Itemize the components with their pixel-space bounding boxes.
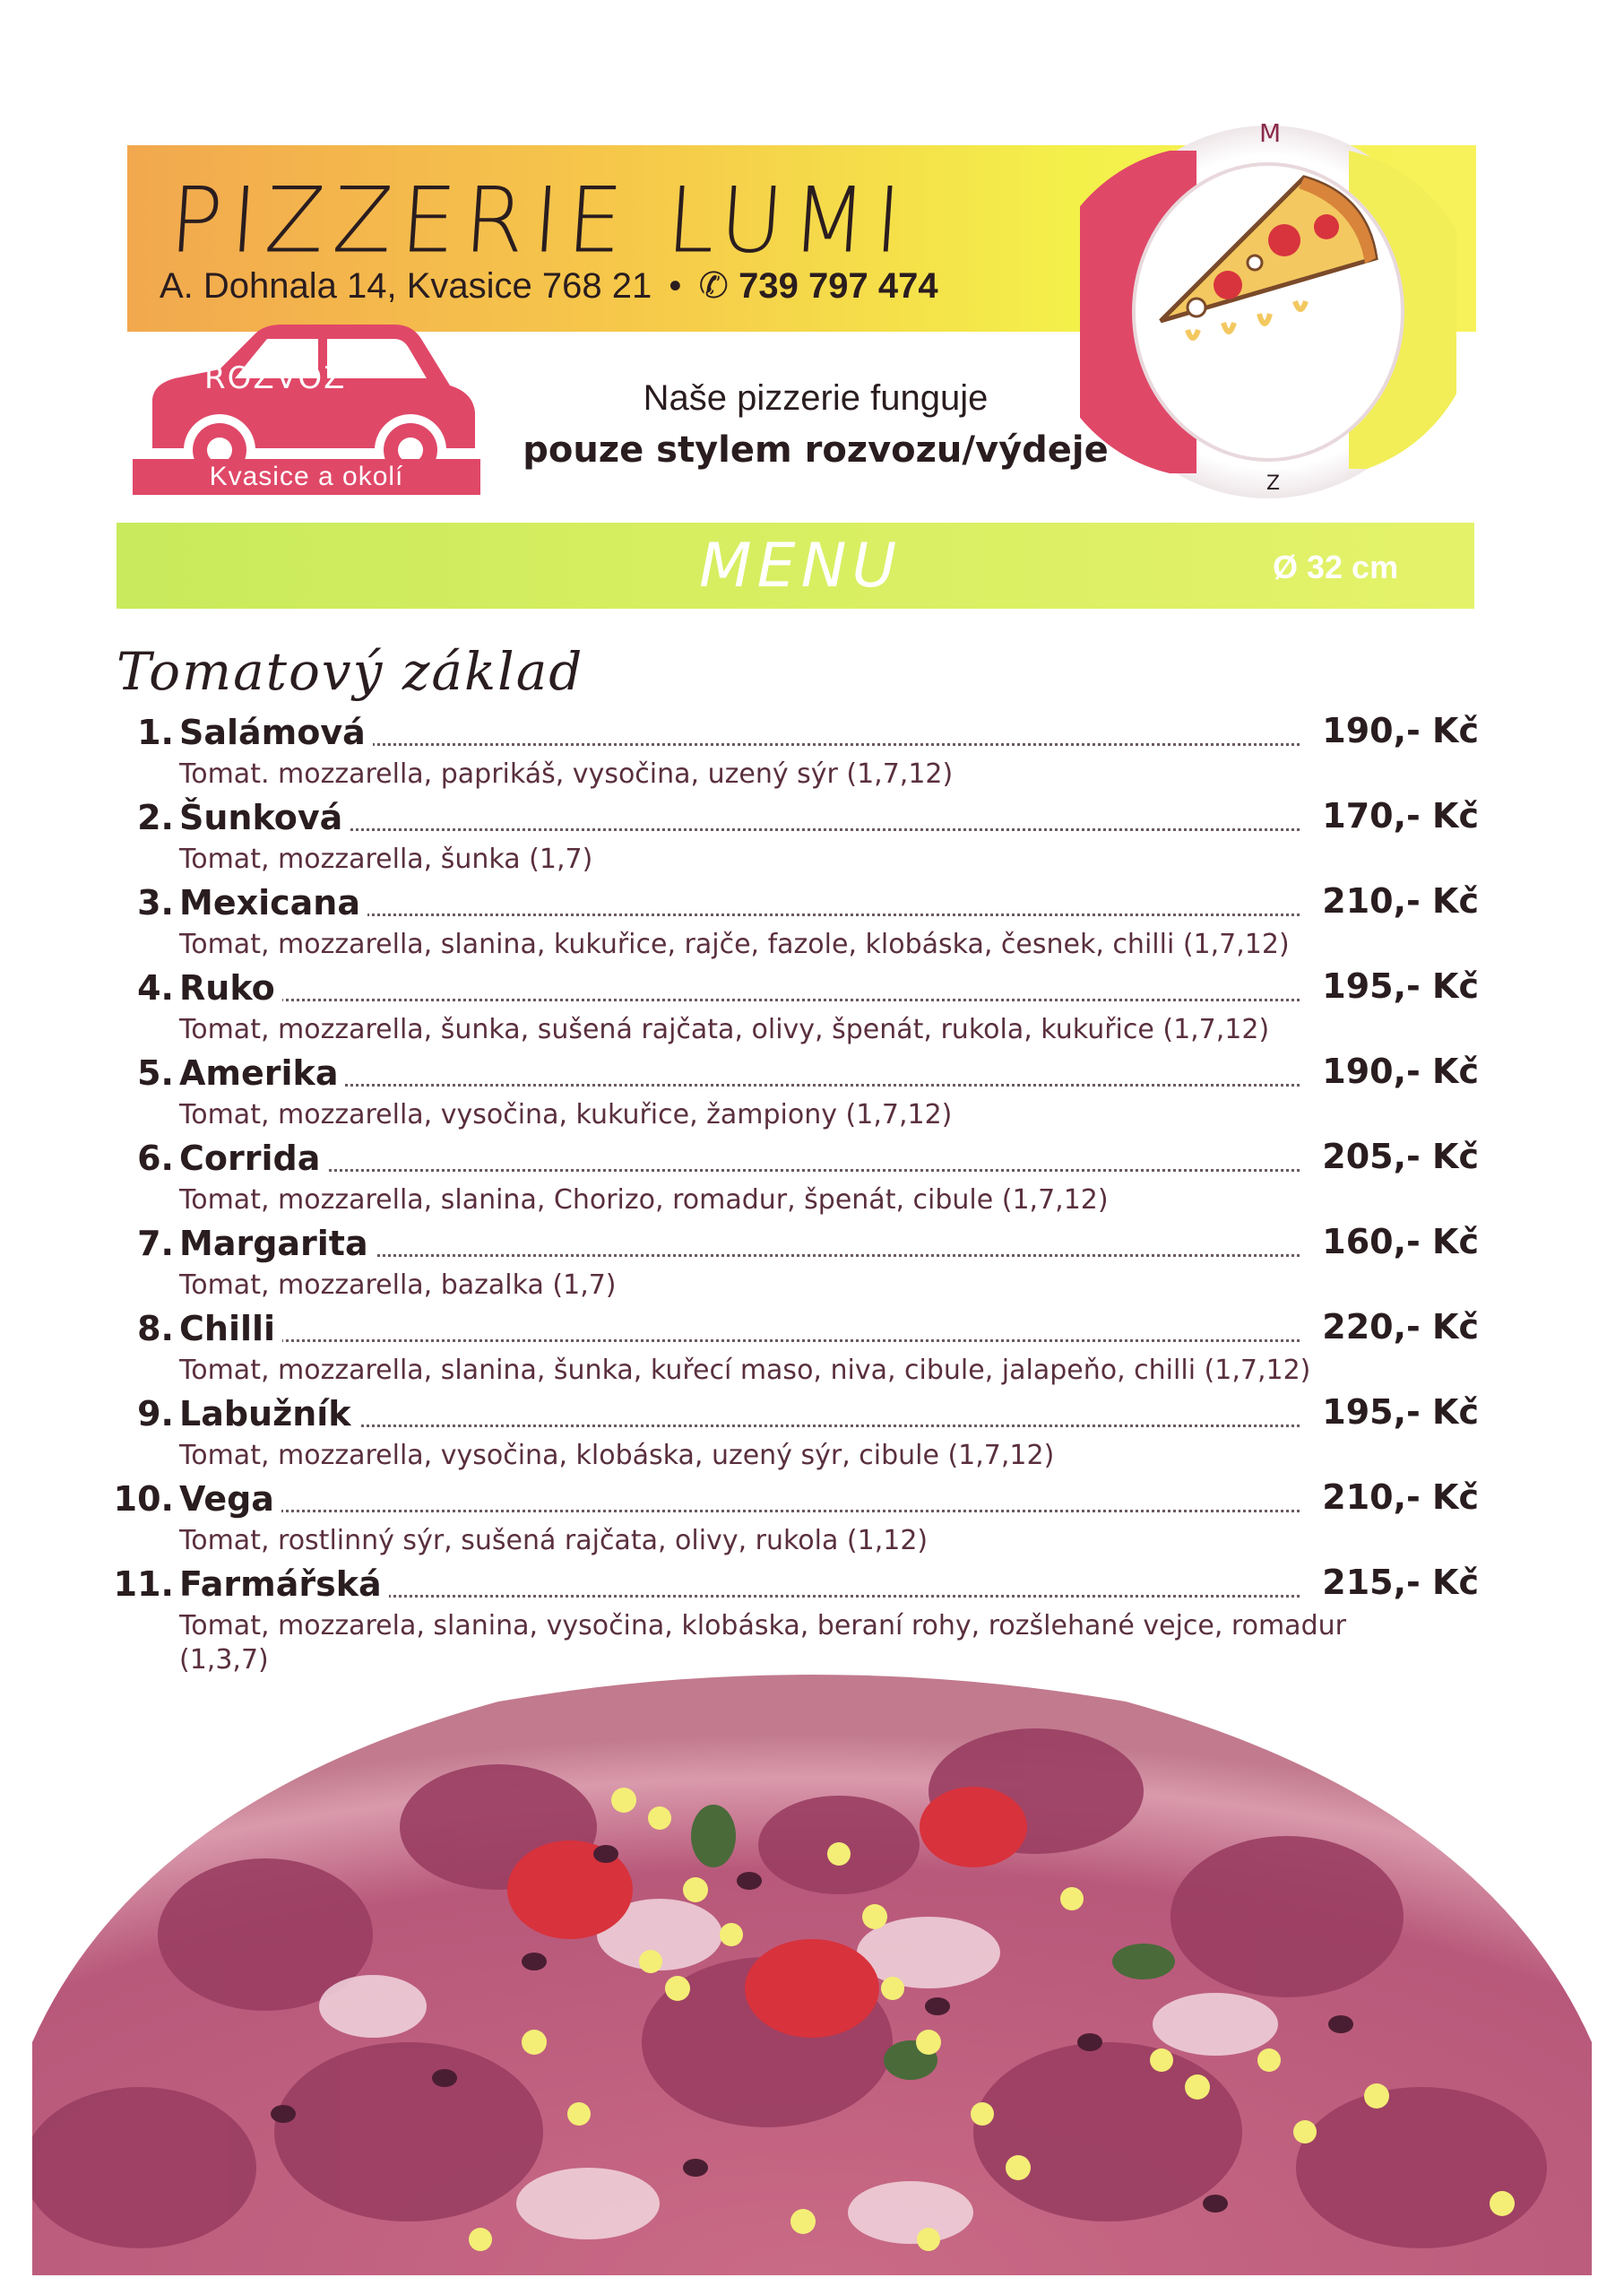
item-number: 7.	[137, 1224, 174, 1263]
pizza-logo-icon	[1080, 115, 1456, 500]
menu-item	[109, 1309, 1479, 1388]
item-number: 2.	[137, 798, 174, 837]
dot-leader	[253, 743, 1300, 746]
dot-leader	[253, 1595, 1300, 1598]
item-ingredients: Tomat, mozzarella, šunka, sušená rajčata, olivy, špenát, rukola, kukuřice (1,7,12)	[179, 1014, 1270, 1045]
pizza-size: Ø 32 cm	[1273, 549, 1399, 585]
item-ingredients: Tomat, mozzarella, vysočina, klobáska, uzený sýr, cibule (1,7,12)	[179, 1440, 1055, 1471]
dot-leader	[253, 1084, 1300, 1087]
item-ingredients: Tomat, mozzarella, bazalka (1,7)	[179, 1269, 617, 1301]
item-price: 215,- Kč	[1317, 1563, 1479, 1602]
logo-letter-bottom: Z	[1266, 472, 1281, 495]
notice-line-2: pouze stylem rozvozu/výdeje	[523, 429, 1109, 471]
delivery-area-label: Kvasice a okolí	[133, 459, 480, 495]
item-price: 195,- Kč	[1317, 1392, 1479, 1432]
menu-title: MENU	[699, 531, 903, 602]
item-price: 210,- Kč	[1317, 1477, 1479, 1517]
item-name: Corrida	[179, 1139, 327, 1178]
item-price: 195,- Kč	[1317, 966, 1479, 1006]
address-separator: •	[669, 266, 682, 306]
menu-item	[109, 798, 1479, 877]
brand-title: PIZZERIE LUMI	[167, 168, 913, 273]
item-name: Salámová	[179, 713, 373, 752]
dot-leader	[253, 1425, 1300, 1427]
item-number: 11.	[113, 1564, 174, 1604]
item-price: 190,- Kč	[1317, 711, 1479, 750]
section-title: Tomatový základ	[117, 641, 584, 702]
item-name: Mexicana	[179, 883, 367, 922]
item-number: 5.	[137, 1053, 174, 1093]
item-name: Amerika	[179, 1053, 345, 1093]
item-ingredients: Tomat. mozzarella, paprikáš, vysočina, uzený sýr (1,7,12)	[179, 758, 954, 790]
notice-line-1: Naše pizzerie funguje	[643, 378, 989, 418]
delivery-badge-text: ROZVOZ	[204, 360, 347, 396]
item-price: 205,- Kč	[1317, 1137, 1479, 1176]
item-name: Margarita	[179, 1224, 376, 1263]
menu-item	[109, 1394, 1479, 1473]
menu-item	[109, 1224, 1479, 1303]
menu-item	[109, 1564, 1479, 1677]
item-ingredients: Tomat, mozzarella, šunka (1,7)	[179, 844, 593, 875]
item-number: 9.	[137, 1394, 174, 1433]
item-number: 8.	[137, 1309, 174, 1348]
item-number: 10.	[113, 1479, 174, 1519]
menu-item	[109, 1479, 1479, 1558]
menu-item	[109, 968, 1479, 1047]
dot-leader	[253, 914, 1300, 916]
menu-item	[109, 1139, 1479, 1217]
menu-item	[109, 713, 1479, 792]
item-ingredients: Tomat, mozzarella, slanina, kukuřice, rajče, fazole, klobáska, česnek, chilli (1,7,12)	[179, 929, 1290, 960]
item-ingredients: Tomat, mozzarella, vysočina, kukuřice, žampiony (1,7,12)	[179, 1099, 953, 1130]
dot-leader	[253, 828, 1300, 831]
phone-icon: ✆	[698, 266, 730, 306]
address-line	[160, 265, 938, 307]
address-text: A. Dohnala 14, Kvasice 768 21	[160, 266, 652, 306]
service-notice	[511, 372, 1120, 476]
item-price: 220,- Kč	[1317, 1307, 1479, 1347]
item-ingredients: Tomat, rostlinný sýr, sušená rajčata, olivy, rukola (1,12)	[179, 1525, 929, 1556]
dot-leader	[253, 1169, 1300, 1172]
dot-leader	[253, 1510, 1300, 1512]
logo-letter-top: M	[1259, 118, 1282, 148]
item-price: 210,- Kč	[1317, 881, 1479, 921]
item-ingredients: Tomat, mozzarela, slanina, vysočina, klobáska, beraní rohy, rozšlehané vejce, romadur (1,3,7)	[179, 1610, 1346, 1676]
dot-leader	[253, 1254, 1300, 1257]
item-name: Vega	[179, 1479, 281, 1519]
pizza-photo	[32, 1666, 1592, 2275]
item-name: Chilli	[179, 1309, 282, 1348]
item-number: 4.	[137, 968, 174, 1008]
dot-leader	[253, 999, 1300, 1001]
dot-leader	[253, 1339, 1300, 1342]
item-name: Labužník	[179, 1394, 358, 1433]
menu-item	[109, 1053, 1479, 1132]
item-name: Ruko	[179, 968, 282, 1008]
item-number: 3.	[137, 883, 174, 922]
item-name: Šunková	[179, 798, 350, 837]
phone-number: 739 797 474	[739, 266, 938, 306]
item-ingredients: Tomat, mozzarella, slanina, šunka, kuřecí maso, niva, cibule, jalapeňo, chilli (1,7,12)	[179, 1355, 1311, 1386]
item-price: 160,- Kč	[1317, 1222, 1479, 1261]
item-price: 170,- Kč	[1317, 796, 1479, 836]
menu-item	[109, 883, 1479, 962]
item-ingredients: Tomat, mozzarella, slanina, Chorizo, romadur, špenát, cibule (1,7,12)	[179, 1184, 1109, 1216]
item-number: 6.	[137, 1139, 174, 1178]
item-number: 1.	[137, 713, 174, 752]
item-price: 190,- Kč	[1317, 1052, 1479, 1091]
item-name: Farmářská	[179, 1564, 389, 1604]
